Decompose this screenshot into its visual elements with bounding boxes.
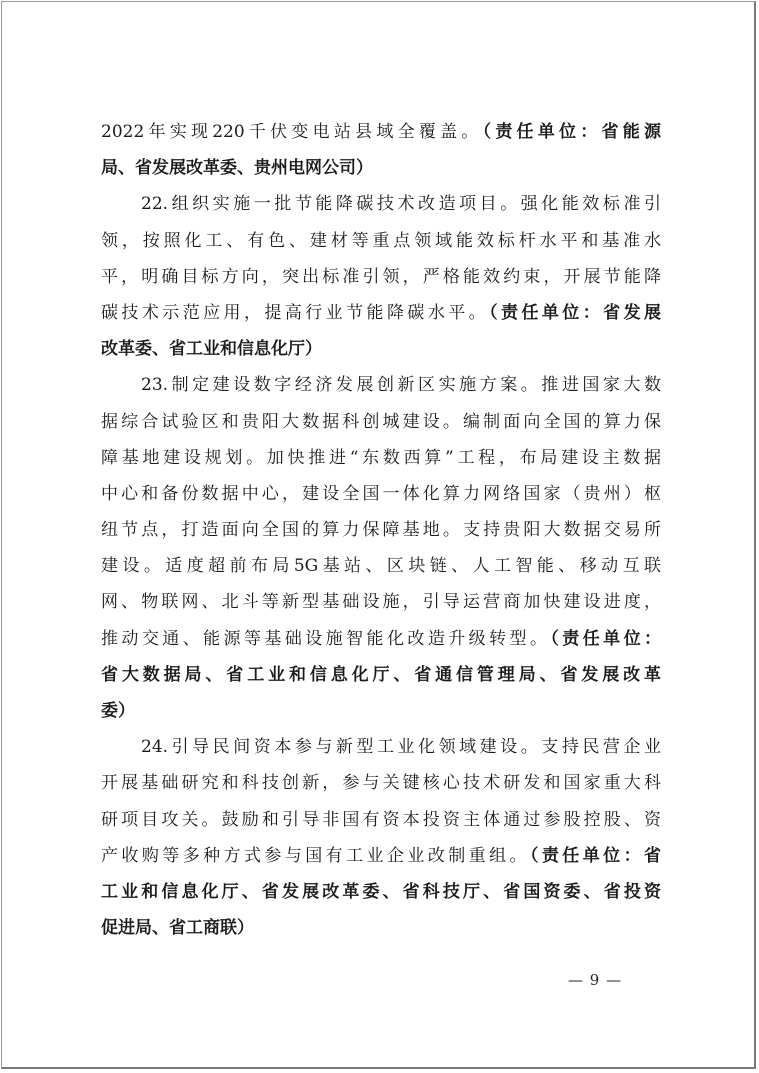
body-text-segment: 建设。适度超前布局5G基站、区块链、人工智能、移动互联 — [101, 556, 661, 577]
text-line — [101, 150, 661, 186]
text-line — [101, 259, 661, 295]
responsible-unit-text: （责任单位：省 — [529, 845, 661, 866]
body-text-segment: 平，明确目标方向，突出标准引领，严格能效约束，开展节能降 — [101, 266, 661, 287]
body-text-segment: 23.制定建设数字经济发展创新区实施方案。推进国家大数 — [141, 375, 661, 396]
text-line — [101, 512, 661, 548]
text-line — [101, 584, 661, 620]
responsible-unit-text: 委） — [101, 701, 135, 721]
text-line — [101, 621, 661, 657]
body-text-segment: 产收购等多种方式参与国有工业企业改制重组。 — [101, 845, 530, 866]
body-text-segment: 推动交通、能源等基础设施智能化改造升级转型。 — [101, 628, 551, 649]
responsible-unit-text: （责任单位：省发展 — [489, 302, 661, 323]
responsible-unit-text: 促进局、省工商联） — [101, 918, 254, 939]
responsible-unit-text: （责任单位：省能源 — [482, 122, 661, 142]
text-line — [101, 729, 661, 765]
body-text-segment: 据综合试验区和贵阳大数据科创城建设。编制面向全国的算力保 — [101, 411, 661, 432]
responsible-unit-text: 省大数据局、省工业和信息化厅、省通信管理局、省发展改革 — [101, 664, 661, 685]
body-text-segment: 纽节点，打造面向全国的算力保障基地。支持贵阳大数据交易所 — [101, 520, 661, 541]
text-line — [101, 802, 661, 838]
body-text-segment: 网、物联网、北斗等新型基础设施，引导运营商加快建设进度， — [101, 592, 661, 613]
text-line — [101, 874, 661, 910]
text-line — [101, 331, 661, 367]
text-line — [101, 765, 661, 801]
responsible-unit-text: 改革委、省工业和信息化厅） — [101, 339, 322, 360]
document-page — [1, 1, 756, 1069]
body-text-segment: 24.引导民间资本参与新型工业化领域建设。支持民营企业 — [141, 737, 661, 758]
text-line — [101, 693, 661, 729]
body-text-segment: 碳技术示范应用，提高行业节能降碳水平。 — [101, 302, 490, 323]
text-line — [101, 186, 661, 222]
text-line — [101, 114, 661, 150]
text-line — [101, 367, 661, 403]
body-text-segment: 开展基础研究和科技创新，参与关键核心技术研发和国家重大科 — [101, 773, 661, 794]
text-line — [101, 440, 661, 476]
text-line — [101, 910, 661, 946]
text-line — [101, 223, 661, 259]
text-line — [101, 657, 661, 693]
body-text-segment: 研项目攻关。鼓励和引导非国有资本投资主体通过参股控股、资 — [101, 809, 661, 830]
body-text-segment: 领，按照化工、有色、建材等重点领域能效标杆水平和基准水 — [101, 230, 661, 251]
body-text-segment: 障基地建设规划。加快推进“东数西算”工程，布局建设主数据 — [101, 447, 661, 468]
body-text — [101, 114, 661, 946]
body-text-segment: 22.组织实施一批节能降碳技术改造项目。强化能效标准引 — [141, 194, 661, 215]
responsible-unit-text: （责任单位： — [550, 628, 661, 649]
responsible-unit-text: 工业和信息化厅、省发展改革委、省科技厅、省国资委、省投资 — [101, 881, 661, 902]
responsible-unit-text: 局、省发展改革委、贵州电网公司） — [101, 158, 373, 179]
body-text-segment: 2022年实现220千伏变电站县域全覆盖。 — [101, 122, 483, 142]
text-line — [101, 838, 661, 874]
text-line — [101, 476, 661, 512]
text-line — [101, 295, 661, 331]
page-number: — 9 — — [568, 971, 623, 989]
text-line — [101, 548, 661, 584]
body-text-segment: 中心和备份数据中心，建设全国一体化算力网络国家（贵州）枢 — [101, 483, 661, 504]
text-line — [101, 404, 661, 440]
